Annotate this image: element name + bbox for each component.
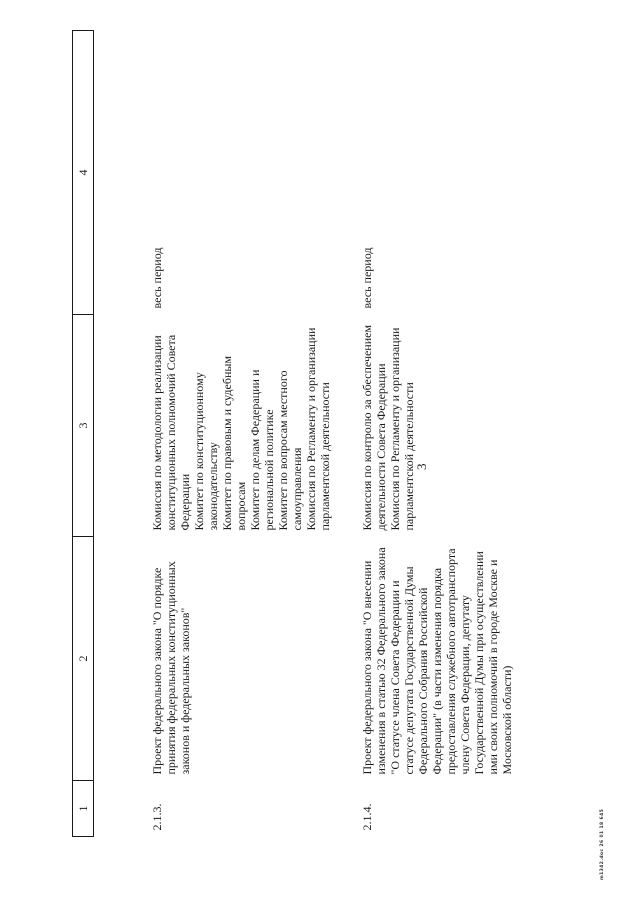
page-number: 3 — [414, 463, 429, 470]
committee-line: Комитет по делам Федерации и региональной политике — [248, 369, 276, 531]
committee-line: Комиссия по методологии реализации конституционных полномочий Совета Федерации — [150, 334, 192, 531]
responsible-committees — [360, 315, 514, 537]
column-header-2: 2 — [73, 537, 94, 781]
plan-table — [72, 30, 514, 837]
file-code: m1342.doc 26 01 18 645 — [600, 808, 605, 880]
committee-line: Комитет по конституционному законодательству — [192, 372, 220, 531]
committee-line: Комиссия по Регламенту и организации парламентской деятельности — [388, 327, 416, 531]
column-header-1: 1 — [73, 781, 94, 837]
item-period: весь период — [150, 247, 164, 309]
committee-line: Комитет по правовым и судебным вопросам — [220, 355, 248, 531]
committee-line: Комиссия по контролю за обеспечением деятельности Совета Федерации — [360, 324, 388, 531]
table-row — [94, 31, 361, 837]
item-period: весь период — [360, 247, 374, 309]
column-header-4: 4 — [73, 31, 94, 315]
committee-line: Комитет по вопросам местного самоуправления — [276, 370, 304, 531]
column-header-3: 3 — [73, 315, 94, 537]
table-row — [360, 31, 514, 837]
item-title: Проект федерального закона "О внесении изменения в статью 32 Федерального закона "О статусе члена Совета Федерации и статусе депутата Государственной Думы Федерального Собрания Российской Федерации" (в части изменения порядка предоставления служебного автотранспорта члену Совета Федерации, депутату Государственной Думы при осуществлении ими своих полномочий в городе Москве и Московской области) — [360, 547, 514, 775]
item-number: 2.1.4. — [360, 803, 374, 831]
committee-line: Комиссия по Регламенту и организации парламентской деятельности — [304, 327, 332, 531]
item-number: 2.1.3. — [150, 803, 164, 831]
header-row — [73, 31, 94, 837]
item-title: Проект федерального закона "О порядке принятия федеральных конституционных законов и федеральных законов" — [150, 561, 192, 775]
responsible-committees — [94, 315, 361, 537]
